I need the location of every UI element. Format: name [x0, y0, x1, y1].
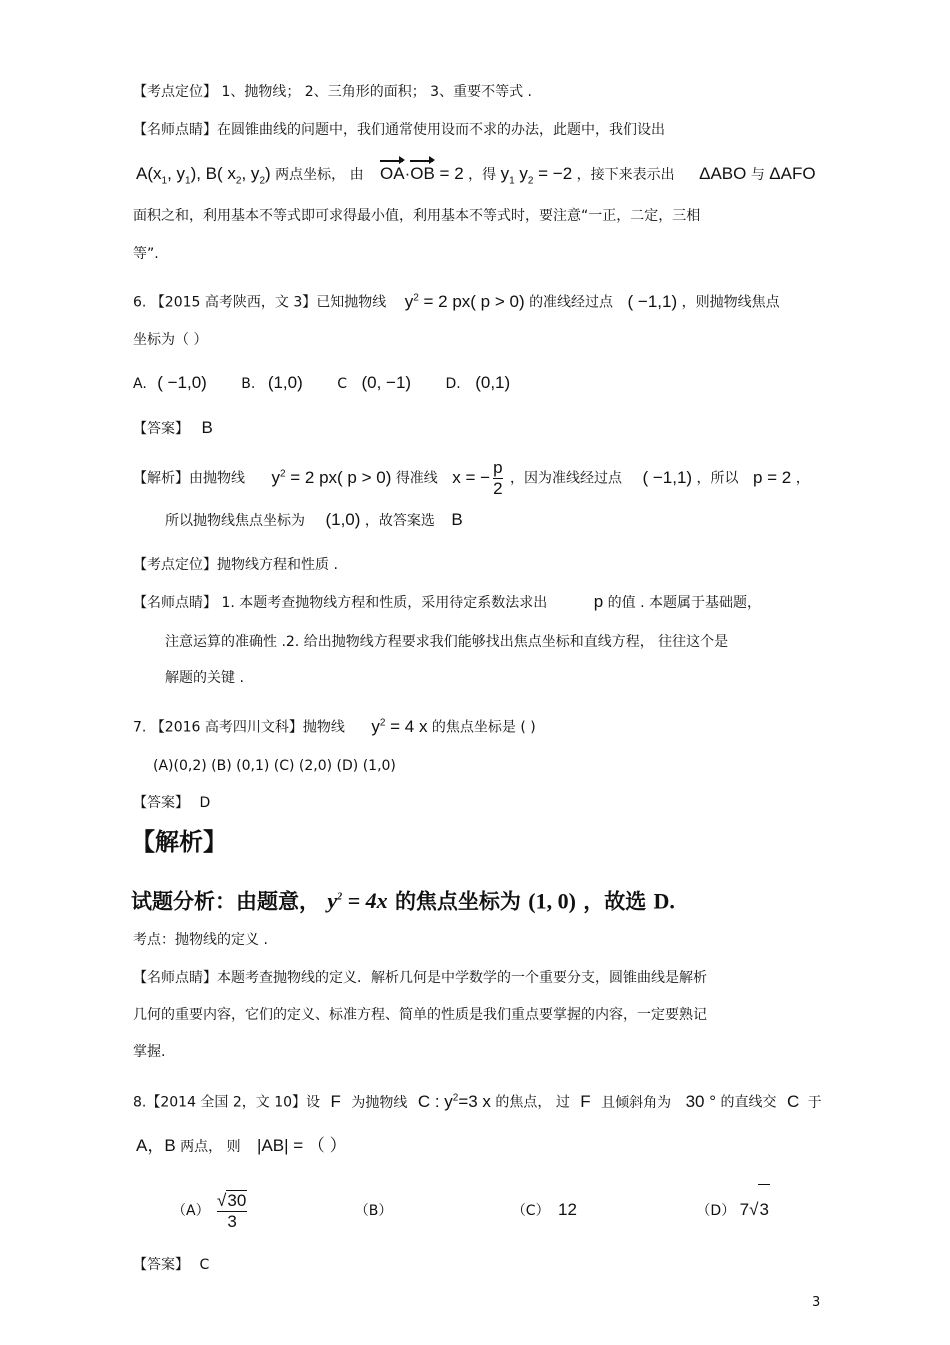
math-y1y2: $y_1$ $y_2 = -2$ [500, 164, 573, 187]
question-7-answer: 【答案】 D [133, 795, 211, 811]
question-6-solution: 【解析】由抛物线 $y^2 = 2$ px( p > 0) 得准线 x = − $\frac{p}{2}$ ，因为准线经过点 ( −1,1) ，所以 p = 2 ， [133, 457, 810, 498]
question-8-line-2: A，B 两点， 则 |AB| = （ ） [136, 1136, 347, 1155]
mingshi-line-3: 面积之和，利用基本不等式即可求得最小值，利用基本不等式时，要注意“一正，二定，三相 [133, 208, 701, 224]
math-option-a-fraction: $\frac{√30}{3}$ [217, 1190, 247, 1231]
kaodian-line-1: 【考点定位】 1、抛物线； 2、三角形的面积； 3、重要不等式 . [133, 84, 532, 100]
question-8-answer: 【答案】 C [133, 1257, 210, 1273]
math-directrix: x = − $\frac{p}{2}$ [452, 457, 503, 498]
question-8: 8.【2014 全国 2，文 10】设 F 为抛物线 C : $y^2=3$ x 的焦点， 过 F 且倾斜角为 30 ° 的直线交 C 于 [133, 1091, 822, 1111]
coordinates-line: $A(x_1$, $y_1$), B( $x_2$, $y_2$) 两点坐标， 由 OA·OB = 2 ，得 $y_1$ $y_2 = -2$ ，接下来表示出 ΔABO 与 ΔAFO [136, 164, 816, 187]
question-6-kaodian: 【考点定位】抛物线方程和性质 . [133, 557, 338, 573]
math-dot-product: OA·OB = 2 [380, 164, 464, 183]
mingshi-line-1: 【名师点睛】在圆锥曲线的问题中，我们通常使用设而不求的办法，此题中，我们设出 [133, 122, 665, 138]
math-parabola-eq: $y^2 = 4x$ [327, 888, 388, 914]
math-parabola-eq: $y^2 = 2$ px( p > 0) [271, 467, 392, 487]
question-7-options: (A)(0,2) (B) (0,1) (C) (2,0) (D) (1,0) [153, 758, 396, 774]
question-6-mingshi-3: 解题的关键 . [165, 670, 244, 686]
math-point: ( −1,1) [627, 291, 678, 311]
question-7-mingshi-2: 几何的重要内容，它们的定义、标准方程、简单的性质是我们重点要掌握的内容，一定要熟记 [133, 1007, 707, 1023]
question-6-mingshi: 【名师点睛】 1. 本题考查抛物线方程和性质，采用待定系数法求出 p 的值 . 本题属于基础题， [133, 592, 761, 611]
question-7-jiexi-heading: 【解析】 [131, 828, 227, 856]
question-7-analysis: 试题分析：由题意， $y^2 = 4x$ 的焦点坐标为 (1, 0) ，故选 D. [131, 888, 675, 914]
question-6-options: A. ( −1,0) B. (1,0) C (0, −1) D. (0,1) [133, 373, 511, 392]
math-parabola-eq: C : $y^2=3$ x [417, 1091, 491, 1111]
question-6-solution-2: 所以抛物线焦点坐标为 (1,0) ，故答案选 B [165, 510, 463, 529]
question-8-options: （A） $\frac{√30}{3}$ （B） （C） 12 （D） 7√3 [172, 1184, 770, 1236]
question-7: 7. 【2016 高考四川文科】抛物线 $y^2 = 4$ x 的焦点坐标是 ( ) [133, 716, 536, 736]
page-number: 3 [812, 1295, 821, 1310]
question-7-kaodian: 考点：抛物线的定义 . [133, 932, 268, 948]
question-6: 6. 【2015 高考陕西，文 3】已知抛物线 $y^2 = 2$ px( p > 0) 的准线经过点 ( −1,1) ，则抛物线焦点 [133, 291, 780, 311]
mingshi-line-4: 等”. [133, 246, 159, 262]
question-6-answer: 【答案】 B [133, 418, 213, 437]
math-triangle-afo: ΔAFO [769, 164, 816, 183]
question-7-mingshi-3: 掌握. [133, 1044, 166, 1060]
math-option-d: 7√3 [740, 1200, 770, 1219]
math-parabola-eq: $y^2 = 2$ px( p > 0) [404, 291, 525, 311]
question-7-mingshi: 【名师点睛】本题考查抛物线的定义．解析几何是中学数学的一个重要分支，圆锥曲线是解析 [133, 970, 707, 986]
math-parabola-eq: $y^2 = 4$ x [371, 716, 428, 736]
math-points: $A(x_1$, $y_1$), B( $x_2$, $y_2$) [136, 164, 271, 187]
question-6-mingshi-2: 注意运算的准确性 .2. 给出抛物线方程要求我们能够找出焦点坐标和直线方程， 往往这个是 [165, 634, 729, 650]
question-6-line-2: 坐标为（ ） [133, 332, 208, 348]
math-triangle-abo: ΔABO [699, 164, 747, 183]
